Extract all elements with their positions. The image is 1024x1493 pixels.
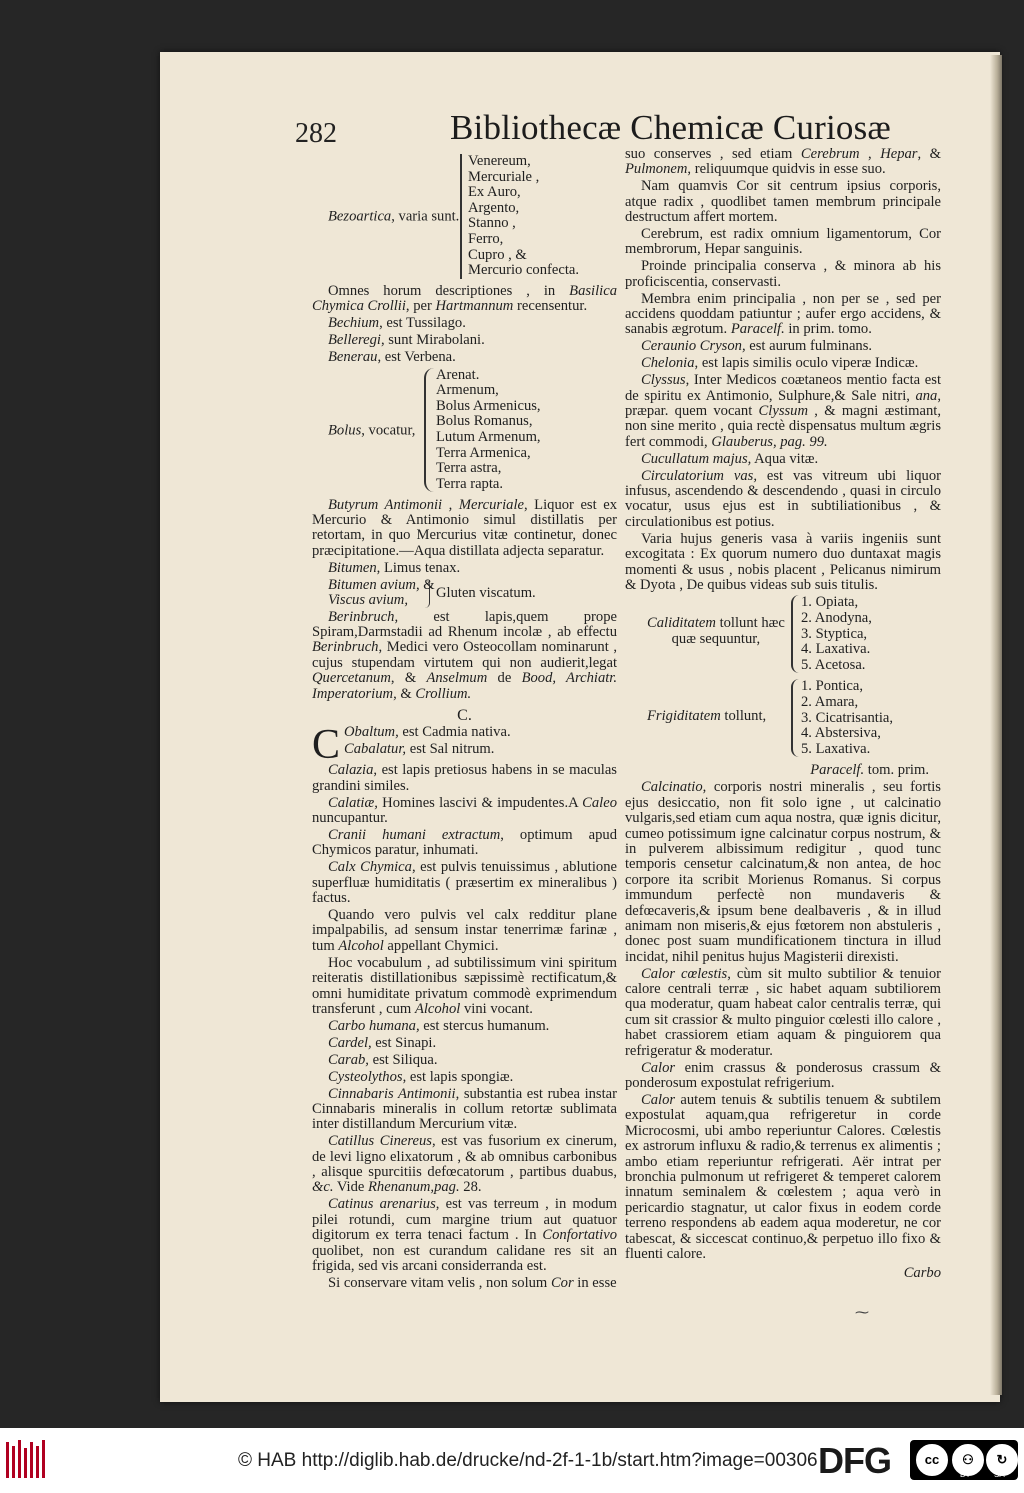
list-item: Stanno ,	[468, 215, 516, 232]
bezoartica-list	[312, 154, 617, 280]
sa-label: SA	[994, 1470, 1005, 1479]
entry-calor-crassus: Calor enim crassus & ponderosus crassum & ponderosum expostulat refrigerium.	[625, 1059, 941, 1091]
gluten-text: Gluten viscatum.	[436, 584, 536, 601]
by-icon: ⚇	[952, 1444, 984, 1476]
cerebrum-paragraph: Cerebrum, est radix omnium ligamentorum, Cor membrorum, Hepar sanguinis.	[625, 226, 941, 258]
entry-butyrum: Butyrum Antimonii , Mercuriale, Liquor est ex Mercurio & Antimonio simul distillatis per retortam, in quo Mercurius vitæ continetur, donec præcipitatione.—Aqua distillata adjecta separatur.	[312, 496, 617, 559]
list-item: Armenum,	[436, 382, 499, 399]
list-item: Lutum Armenum,	[436, 428, 541, 445]
entry-bechium: Bechium, est Tussilago.	[328, 315, 466, 332]
dfg-logo: DFG	[818, 1440, 891, 1481]
entry-berinbruch: Berinbruch, est lapis,quem prope Spiram,Darmstadii ad Rhenum incolæ , ab effectu Berinbruch, Medici vero Osteocollam nominarunt , cujus stupendam virtutem qui non audierit,legat Quercetanum, & Anselmum de Bood, Archiatr. Imperatorium, & Crollium.	[312, 608, 618, 702]
list-item: 4. Abstersiva,	[801, 725, 881, 742]
hab-logo-icon	[4, 1436, 50, 1484]
entry-cucullatum: Cucullatum majus, Aqua vitæ.	[641, 450, 819, 467]
list-item: 1. Pontica,	[801, 678, 864, 695]
entry-belleregi: Belleregi, sunt Mirabolani.	[328, 332, 485, 349]
omnes-paragraph: Omnes horum descriptiones , in Basilica Chymica Crollii, per Hartmannum recensentur.	[312, 283, 617, 315]
list-item: Terra Armenica,	[436, 444, 531, 461]
entry-clyssus: Clyssus, Inter Medicos coætaneos mentio facta est de spiritu ex Antimonio, Sulphure,& Sale nitri, ana, præpar. quem vocant Clyssum , & magni æstimant, non sine merito , quia rectè dispensatus multum ægris fert commodi, Glauberus, pag. 99.	[625, 372, 941, 450]
drop-capital: C	[312, 722, 341, 769]
entry-calx: Calx Chymica, est pulvis tenuissimus , ablutione superfluæ humiditatis ( præsertim ex mineralibus ) factus.	[312, 859, 617, 907]
frigiditatem-list	[625, 679, 941, 759]
section-letter-c: C.	[457, 707, 472, 724]
entry-calazia: Calazia, est lapis pretiosus habens in se maculas grandini similes.	[312, 762, 617, 794]
cc-license-badge[interactable]	[910, 1440, 1018, 1480]
bezoartica-label: Bezoartica, varia sunt.	[328, 208, 460, 225]
cc-icon: cc	[916, 1444, 948, 1476]
page-number: 282	[295, 118, 337, 149]
entry-catillus: Catillus Cinereus, est vas fusorium ex cinerum, de levi ligno elixatorum , & ab omnibus carbonibus , alisque spurcitiis defœcatorum , partibus duabus, &c. Vide Rhenanum,pag. 28.	[312, 1133, 617, 1196]
by-label: BY	[960, 1470, 971, 1479]
bitumen-avium-group: Bitumen avium, & Viscus avium, Gluten viscatum.	[328, 576, 536, 608]
list-item: 3. Cicatrisantia,	[801, 709, 893, 726]
hoc-paragraph: Hoc vocabulum , ad subtilissimum vini spiritum reiteratis distillationibus sæpissimè rectificatum,& omni humiditate privatum commodè exprimendum transferunt , cum Alcohol vini vocant.	[312, 954, 617, 1017]
entry-cranii: Cranii humani extractum, optimum apud Chymicos paratur, inhumati.	[312, 827, 617, 859]
list-item: Cupro , &	[468, 246, 527, 263]
list-item: Mercurio confecta.	[468, 262, 580, 279]
entry-cardel: Cardel, est Sinapi.	[328, 1034, 437, 1051]
membra-paragraph: Membra enim principalia , non per se , sed per accidens quoddam patiuntur ; aufer ergo accidens, & sanabis ægrotum. Paracelf. in prim. tomo.	[625, 290, 941, 338]
quando-paragraph: Quando vero pulvis vel calx redditur plane impalpabilis, ad sensum instar tenerrimæ farinæ , tum Alcohol appellant Chymici.	[312, 907, 617, 954]
list-item: Argento,	[468, 199, 520, 216]
bolus-list	[312, 368, 617, 494]
caliditatem-label: Caliditatem tollunt hæc quæ sequuntur,	[647, 615, 785, 648]
entry-carab: Carab, est Siliqua.	[328, 1051, 438, 1068]
list-item: 2. Amara,	[801, 693, 859, 710]
entry-catinus: Catinus arenarius, est vas terreum , in modum pilei rotundi, cum margine trium aut quatuor digitorum ex terra tenaci factum . In Confortativo quolibet, non est curandum calidane res sit an frigida, sed vis arcani considerranda est.	[312, 1196, 617, 1274]
paracelf-citation: Paracelf. tom. prim.	[810, 762, 929, 779]
list-item: Bolus Romanus,	[436, 413, 533, 430]
right-column	[625, 147, 941, 1283]
entry-carbo: Carbo humana, est stercus humanum.	[328, 1017, 550, 1034]
sa-icon: ↻	[986, 1444, 1018, 1476]
list-item: Venereum,	[468, 153, 531, 169]
entry-circulatorium: Circulatorium vas, est vas vitreum ubi liquor infusus, ascendendo & descendendo , quasi in circulo vocatur, usus ejus est in subtiliationibus , & circulationibus est potius.	[625, 467, 941, 530]
entry-chelonia: Chelonia, est lapis similis oculo viperæ Indicæ.	[641, 355, 919, 372]
bolus-label: Bolus, vocatur,	[328, 421, 416, 438]
list-item: Mercuriale ,	[468, 168, 540, 185]
footer-copyright-link[interactable]: © HAB http://diglib.hab.de/drucke/nd-2f-1-1b/start.htm?image=00306	[238, 1450, 818, 1471]
list-item: 4. Laxativa.	[801, 641, 871, 658]
frigiditatem-label: Frigiditatem tollunt,	[647, 708, 767, 725]
entry-bitumen: Bitumen, Limus tenax.	[328, 559, 461, 576]
entry-calor-tenuis: Calor autem tenuis & subtilis tenuem & subtilem expostulat aquam,qua refrigeretur in corde Microcosmi, ubi ambo reperiuntur Calores. Cœlestis ex astrorum influxu & radio,& terrenus ex alimentis ; ambo etiam reperiuntur refrigerati. Aër intrat per bronchia pulmonum ut refrigeret & temperet calorem innatum seminalem & cœlestem ; aqua verò in pericardio stagnatur, ut calor fixus in eodem corde terreno respondens ab eadem aqua moderetur, ne cor tabescat, & siccescat continuo,& perpetuo illo fixo & fluenti calore.	[625, 1091, 941, 1262]
entry-cobaltum: C Obaltum, est Cadmia nativa. Cabalatur, est Sal nitrum.	[312, 722, 511, 769]
si-paragraph: Si conservare vitam velis , non solum Cor in esse	[328, 1274, 617, 1291]
left-column	[312, 152, 617, 1293]
entry-benerau: Benerau, est Verbena.	[328, 349, 456, 366]
list-item: 3. Styptica,	[801, 625, 868, 642]
running-title: Bibliothecæ Chemicæ Curiosæ	[450, 108, 891, 147]
viewer-footer	[0, 1428, 1024, 1493]
entry-calatiae: Calatiæ, Homines lascivi & impudentes.A Caleo nuncupantur.	[312, 794, 617, 827]
nam-paragraph: Nam quamvis Cor sit centrum ipsius corporis, atque radix , quodlibet tamen membrum principale destructum affert mortem.	[625, 178, 941, 226]
caliditatem-list	[625, 595, 941, 675]
list-item: Ferro,	[468, 230, 504, 247]
entry-calcinatio: Calcinatio, corporis nostri mineralis , seu fortis ejus desiccatio, non fit solo igne , ut calcinatio vulgaris,sed etiam cum aqua nostra, quæ ignis dicitur, cumeo potissimum igne calcinatur corpus nostrum, & in pulverem albissimum redigitur , quod tunc temporis censetur calcinatum,& non antea, de hoc corpore ita scribit Morienus Romanus. Si corpus immundum perfectè non mundaveris & defœcaveris,& ipsum bene dealbaveris , & in illud animam non miseris,& ejus fœtorem non abstuleris , donec post suam mundificationem tinctura in illud incidat, nihil penitus hujus Magisterii direxisti.	[625, 779, 941, 965]
entry-ceraunio: Ceraunio Cryson, est aurum fulminans.	[641, 338, 873, 355]
entry-cinnabaris: Cinnabaris Antimonii, substantia est rubea instar Cinnabaris mineralis in collum retortæ sublimata inter distillandum Mercurium vitæ.	[312, 1085, 617, 1133]
catchword: Carbo	[903, 1265, 941, 1282]
list-item: 5. Laxativa.	[801, 740, 871, 757]
list-item: Bolus Armenicus,	[436, 397, 541, 414]
suo-paragraph: suo conserves , sed etiam Cerebrum , Hepar, & Pulmonem, reliquumque quidvis in esse suo.	[625, 146, 941, 178]
list-item: Terra astra,	[436, 460, 502, 477]
list-item: Terra rapta.	[436, 475, 504, 492]
list-item: Ex Auro,	[468, 184, 521, 201]
proinde-paragraph: Proinde principalia conserva , & minora ab his proficiscentia, conservasti.	[625, 258, 941, 290]
signature-mark: ⁓	[855, 1305, 869, 1321]
varia-paragraph: Varia hujus generis vasa à variis ingeniis sunt excogitata : Ex quorum numero duo duntaxat magis momenti & usus , nobis placent , Pelicanus nimirum & Dyota , De quibus videas sub suis titulis.	[625, 530, 941, 593]
page-gutter	[990, 55, 1002, 1395]
list-item: 2. Anodyna,	[801, 609, 872, 626]
entry-calor-coelestis: Calor cœlestis, cùm sit multo subtilior & tenuior calore centrali terræ , sic habet aquam subtiliorem qua moderatur, quam habeat calor centralis terræ, qui cum sit crassior & multo pinguior cœlesti illo calore , habet crassiorem etiam aquam & pinguiorem qua refrigeratur & moderatur.	[625, 965, 941, 1059]
list-item: Arenat.	[436, 366, 480, 383]
list-item: 1. Opiata,	[801, 594, 859, 611]
entry-cysteolythos: Cysteolythos, est lapis spongiæ.	[328, 1068, 514, 1085]
list-item: 5. Acetosa.	[801, 656, 866, 673]
